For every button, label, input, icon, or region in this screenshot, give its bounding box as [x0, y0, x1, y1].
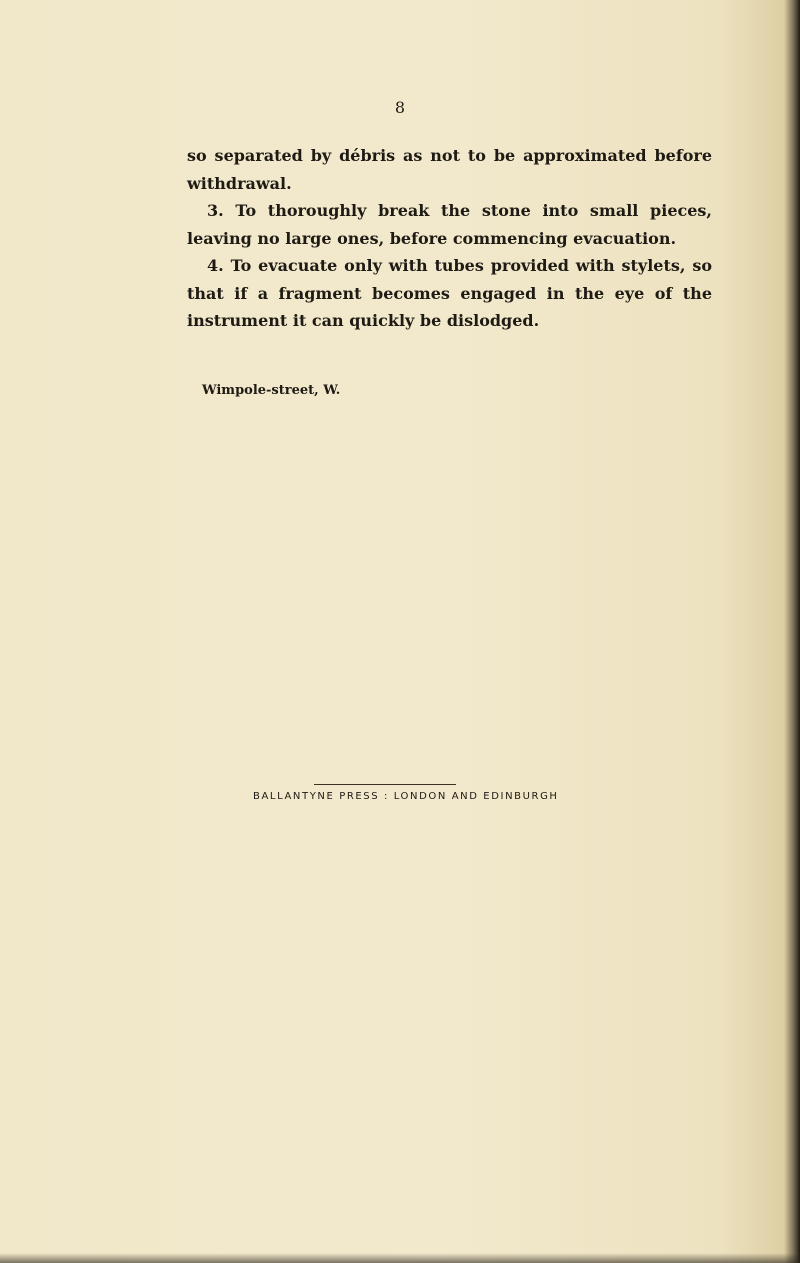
printer-imprint: BALLANTYNE PRESS : LONDON AND EDINBURGH [253, 791, 559, 802]
paragraph-continuation: so separated by débris as not to be approximated before withdrawal. [187, 146, 712, 193]
page-number: 8 [394, 98, 406, 117]
body-text [187, 142, 712, 335]
page-edge-shadow [784, 0, 800, 1263]
paragraph-item-4: 4. To evacuate only with tubes provided with stylets, so that if a fragment becomes engaged in the eye of the instrument it can quickly be dislodged. [187, 256, 712, 330]
imprint-rule [314, 784, 456, 785]
page-bottom-shadow [0, 1253, 800, 1263]
paragraph-item-3: 3. To thoroughly break the stone into small pieces, leaving no large ones, before commencing evacuation. [187, 201, 712, 248]
author-address: Wimpole-street, W. [202, 383, 341, 398]
